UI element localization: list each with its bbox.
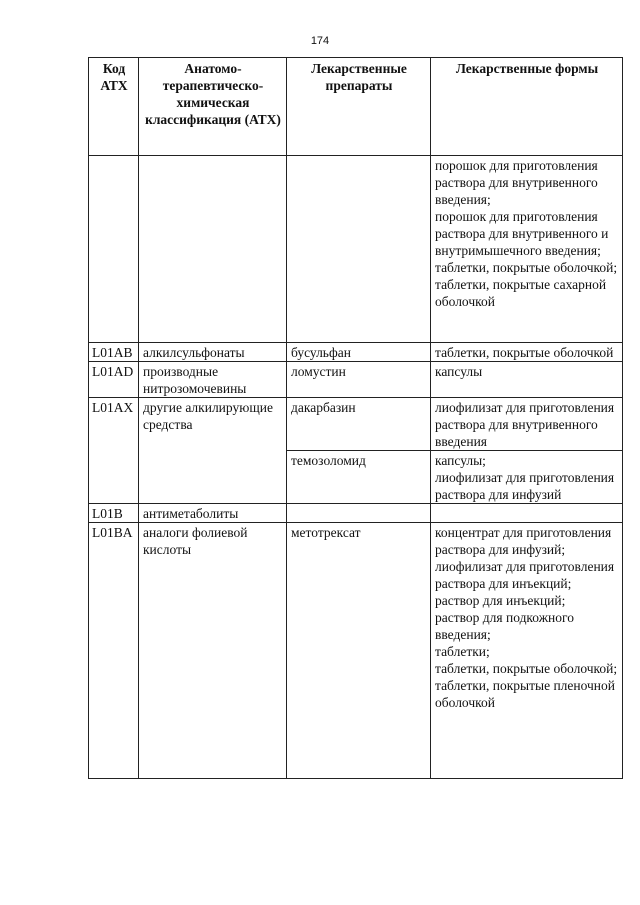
header-code: Код АТХ [89, 58, 139, 156]
cell-code: L01B [89, 504, 139, 523]
form-item: раствор для инъекций; [435, 593, 566, 608]
cell-classification: производные нитрозомочевины [139, 362, 287, 398]
form-item: таблетки, покрытые пленочной оболочкой [435, 678, 616, 710]
cell-drug: ломустин [287, 362, 431, 398]
cell-classification: алкилсульфонаты [139, 343, 287, 362]
cell-code: L01AB [89, 343, 139, 362]
cell-forms [431, 343, 623, 362]
form-item: порошок для приготовления раствора для внутривенного введения; [435, 158, 598, 207]
table-row [89, 343, 623, 362]
form-item: таблетки, покрытые оболочкой [435, 345, 614, 360]
table-row [89, 362, 623, 398]
cell-drug [287, 156, 431, 343]
cell-code: L01BA [89, 523, 139, 779]
form-item: раствор для подкожного введения; [435, 610, 574, 642]
cell-forms [431, 523, 623, 779]
cell-drug: метотрексат [287, 523, 431, 779]
form-item: капсулы; [435, 453, 486, 468]
cell-classification: другие алкилирующие средства [139, 398, 287, 504]
form-item: таблетки, покрытые оболочкой; [435, 260, 618, 275]
table-header-row [89, 58, 623, 156]
table-row [89, 156, 623, 343]
cell-drug: темозоломид [287, 451, 431, 504]
form-item: лиофилизат для приготовления раствора для инфузий [435, 470, 615, 502]
form-item: таблетки; [435, 644, 490, 659]
cell-forms [431, 398, 623, 451]
table-row [89, 523, 623, 779]
cell-drug: бусульфан [287, 343, 431, 362]
cell-forms [431, 156, 623, 343]
header-forms: Лекарственные формы [431, 58, 623, 156]
cell-classification [139, 156, 287, 343]
page-number: 174 [310, 35, 330, 47]
table-row [89, 504, 623, 523]
cell-code [89, 156, 139, 343]
cell-forms [431, 451, 623, 504]
table-row [89, 398, 623, 451]
header-classification: Анатомо-терапевтическо-химическая классификация (АТХ) [139, 58, 287, 156]
cell-drug: дакарбазин [287, 398, 431, 451]
cell-classification: аналоги фолиевой кислоты [139, 523, 287, 779]
form-item: лиофилизат для приготовления раствора для внутривенного введения [435, 400, 615, 449]
cell-code: L01AX [89, 398, 139, 504]
form-item: таблетки, покрытые сахарной оболочкой [435, 277, 607, 309]
cell-code: L01AD [89, 362, 139, 398]
cell-forms [431, 504, 623, 523]
cell-classification: антиметаболиты [139, 504, 287, 523]
cell-drug [287, 504, 431, 523]
header-drugs: Лекарственные препараты [287, 58, 431, 156]
form-item: лиофилизат для приготовления раствора для инъекций; [435, 559, 615, 591]
form-item: порошок для приготовления раствора для внутривенного и внутримышечного введения; [435, 209, 609, 258]
atc-drug-table [88, 57, 623, 779]
cell-forms [431, 362, 623, 398]
form-item: концентрат для приготовления раствора для инфузий; [435, 525, 612, 557]
form-item: таблетки, покрытые оболочкой; [435, 661, 618, 676]
form-item: капсулы [435, 364, 483, 379]
